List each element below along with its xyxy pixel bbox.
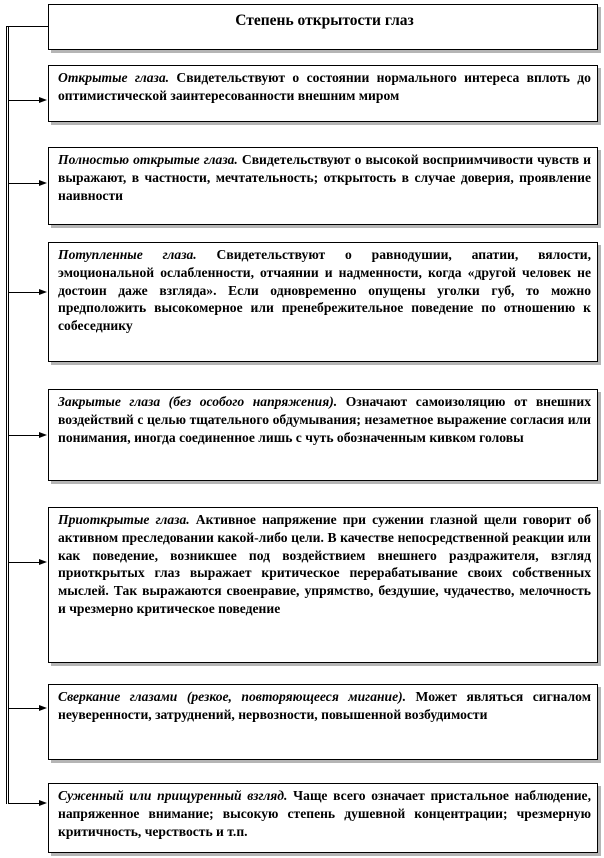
box-flashing-eyes <box>48 684 598 760</box>
term-label: Полностью открытые глаза. <box>58 152 238 167</box>
arrowhead-icon <box>39 705 47 711</box>
box-downcast-eyes <box>48 242 598 362</box>
term-label: Закрытые глаза (без особого напряжения). <box>58 394 338 409</box>
term-description: Активное напряжение при сужении глазной щели говорит об активном преследовании какой-либо цели. В качестве непосредственной реакции или как поведение, возникшее под воздействием внешнего раздражителя, взгляд приоткрытых глаз выражает критическое перерабатывание своих собственных мыслей. Так выражаются своенравие, упрямство, бездушие, чудачество, мелочность и чрезмерно критическое поведение <box>58 512 592 616</box>
connector-spine <box>6 26 9 804</box>
arrowhead-icon <box>39 432 47 438</box>
diagram-title: Степень открытости глаз <box>235 12 414 29</box>
arrow-open-eyes <box>9 100 39 101</box>
box-wide-open-eyes <box>48 147 598 225</box>
term-label: Суженный или прищуренный взгляд. <box>58 788 288 803</box>
box-half-open-eyes <box>48 507 598 663</box>
box-closed-eyes <box>48 389 598 481</box>
term-description: Чаще всего означает пристальное наблюдение, напряженное внимание; высокую степень душевной концентрации; чрезмерную критичность, черствость и т.п. <box>58 788 591 839</box>
header-connector <box>6 26 48 27</box>
term-description: Свидетельствуют о состоянии нормального интереса вплоть до оптимистической заинтересованности внешним миром <box>58 70 591 103</box>
arrow-narrowed-look <box>9 803 39 804</box>
arrowhead-icon <box>39 289 47 295</box>
term-description: Свидетельствуют о равнодушии, апатии, вялости, эмоциональной ослабленности, отчаянии и надменности, когда «другой человек не достоин даже взгляда». Если одновременно опущены уголки губ, то можно предположить высокомерное или пренебрежительное поведение по отношению к собеседнику <box>58 247 591 334</box>
arrowhead-icon <box>39 97 47 103</box>
arrow-flashing-eyes <box>9 708 39 709</box>
arrow-half-open-eyes <box>9 562 39 563</box>
diagram-title-box <box>48 4 598 50</box>
arrowhead-icon <box>39 800 47 806</box>
box-open-eyes <box>48 65 598 122</box>
box-narrowed-look <box>48 783 598 853</box>
term-label: Потупленные глаза. <box>58 247 197 262</box>
term-label: Открытые глаза. <box>58 70 170 85</box>
arrowhead-icon <box>39 180 47 186</box>
term-label: Сверкание глазами (резкое, повторяющееся мигание). <box>58 689 407 704</box>
term-description: Свидетельствуют о высокой восприимчивости чувств и выражают, в частности, мечтательность; открытость в случае доверия, проявление наивности <box>58 152 591 203</box>
arrow-downcast-eyes <box>9 292 39 293</box>
term-label: Приоткрытые глаза. <box>58 512 190 527</box>
arrow-closed-eyes <box>9 435 39 436</box>
term-description: Может являться сигналом неуверенности, затруднений, нервозности, повышенной возбудимости <box>58 689 591 722</box>
arrow-wide-open-eyes <box>9 183 39 184</box>
term-description: Означают самоизоляцию от внешних воздействий с целью тщательного обдумывания; незаметное выражение согласия или понимания, иногда соединенное лишь с чуть обозначенным кивком головы <box>58 394 591 445</box>
arrowhead-icon <box>39 559 47 565</box>
